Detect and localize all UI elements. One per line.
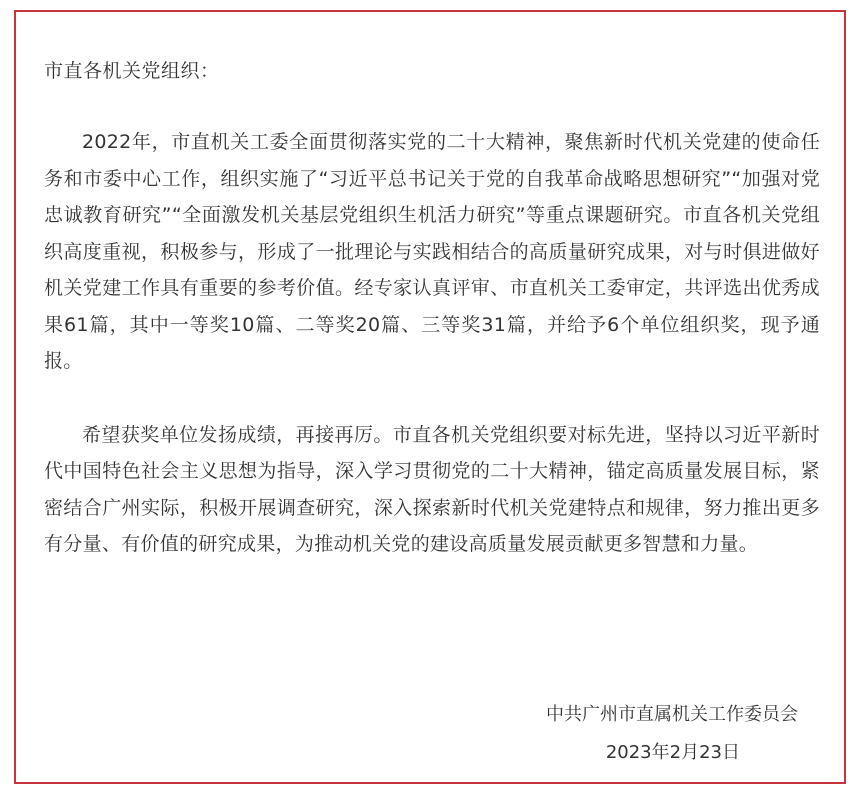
paragraph-expectations: 希望获奖单位发扬成绩，再接再厉。市直各机关党组织要对标先进，坚持以习近平新时代中国特色社会主义思想为指导，深入学习贯彻党的二十大精神，锚定高质量发展目标，紧密结合广州实际，积极开展调查研究，深入探索新时代机关党建特点和规律，努力推出更多有分量、有价值的研究成果，为推动机关党的建设高质量发展贡献更多智慧和力量。 [44,423,820,555]
paragraph-announcement: 2022年，市直机关工委全面贯彻落实党的二十大精神，聚焦新时代机关党建的使命任务和市委中心工作，组织实施了“习近平总书记关于党的自我革命战略思想研究”“加强对党忠诚教育研究”“全面激发机关基层党组织生机活力研究”等重点课题研究。市直各机关党组织高度重视，积极参与，形成了一批理论与实践相结合的高质量研究成果，对与时俱进做好机关党建工作具有重要的参考价值。经专家认真评审、市直机关工委审定，共评选出优秀成果61篇，其中一等奖10篇、二等奖20篇、三等奖31篇，并给予6个单位组织奖，现予通报。 [44,131,820,372]
document-frame [14,10,846,784]
issue-date: 2023年2月23日 [605,742,740,763]
issuing-organization: 中共广州市直属机关工作委员会 [546,704,798,725]
signature-block [546,696,798,772]
document-body [44,54,820,563]
salutation: 市直各机关党组织： [44,60,220,82]
